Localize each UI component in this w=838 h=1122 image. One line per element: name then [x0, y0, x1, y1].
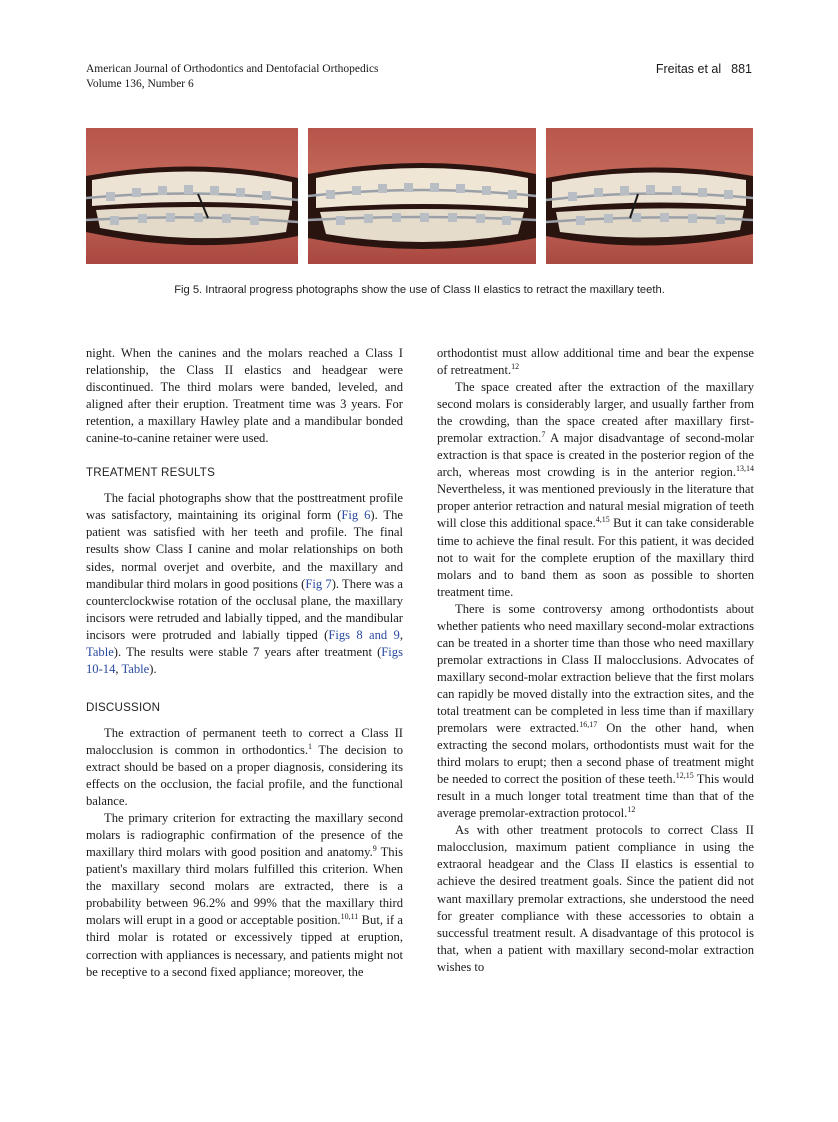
citation: 4,15 [595, 515, 610, 525]
volume-number: Volume 136, Number 6 [86, 78, 194, 90]
paragraph: The extraction of permanent teeth to correct a Class II malocclusion is common in orthodontics.$^1$ The decision to extract should be based on a proper diagnosis, considering its effects on the occlusion, the facial profile, and the functional balance. [86, 725, 403, 809]
citation: 13,14 [736, 464, 754, 474]
citation: 10,11 [340, 912, 359, 922]
journal-title: American Journal of Orthodontics and Dentofacial Orthopedics [86, 63, 379, 75]
left-column [86, 345, 403, 981]
paragraph: night. When the canines and the molars reached a Class I relationship, the Class II elastics and headgear were discontinued. The third molars were banded, leveled, and aligned after their eruption. Treatment time was 3 years. For retention, a maxillary Hawley plate and a mandibular bonded canine-to-canine retainer were used. [86, 346, 403, 446]
citation: 7 [541, 430, 546, 440]
intraoral-photo-frontal [308, 128, 536, 264]
figure-link-fig7[interactable]: Fig 7 [305, 576, 332, 591]
figure-5-photographs [86, 128, 753, 264]
author-names: Freitas et al [655, 62, 722, 76]
figure-link-fig6[interactable]: Fig 6 [341, 508, 371, 523]
section-heading-discussion: DISCUSSION [86, 700, 161, 714]
citation: 1 [308, 741, 313, 751]
paragraph: The primary criterion for extracting the maxillary second molars is radiographic confirmation of the presence of the maxillary third molars with good position and anatomy.$^9$ This patient's maxillary third molars fulfilled this criterion. When the maxillary second molars are extracted, there is a probability between 96.2% and 99% that the maxillary third molars will erupt in a good or acceptable position.$^{10,11}$ But, if a third molar is rotated or excessively tipped at eruption, correction with appliances is necessary, and patients might not be receptive to a second fixed appliance; moreover, the [86, 811, 404, 979]
intraoral-photo-right [86, 128, 298, 264]
figure-caption: Fig 5. Intraoral progress photographs show the use of Class II elastics to retract the maxillary teeth. [174, 284, 665, 296]
citation: 12 [511, 361, 520, 371]
citation: 9 [372, 844, 377, 854]
page-number: 881 [731, 62, 752, 76]
paragraph: orthodontist must allow additional time and bear the expense of retreatment.$^{12}$ [437, 346, 754, 378]
paragraph: As with other treatment protocols to correct Class II malocclusion, maximum patient compliance in using the extraoral headgear and the Class II elastics is essential to achieve the desired treatment goals. Since the patient did not want maxillary premolar extractions, she understood the need for greater compliance with these accessories to obtain a successful treatment result. A disadvantage of this protocol is that, when a patient with maxillary second-molar extraction wishes to [437, 823, 754, 974]
paragraph: The space created after the extraction of the maxillary second molars is considerably larger, and usually farther from the crowding, than the space created after maxillary first-premolar extraction.$^7$ A major disadvantage of second-molar extraction is that space is created in the posterior region of the arch, whereas most crowding is in the anterior region.$^{13,14}$ Nevertheless, it was mentioned previously in the literature that proper anterior retraction and natural mesial migration of teeth will close this additional space.$^{4,15}$ But it can take considerable time to achieve the final result. For this patient, it was decided not to wait for the complete eruption of the maxillary third molars and to band them as soon as possible to shorten treatment time. [437, 380, 754, 599]
section-heading-treatment-results: TREATMENT RESULTS [86, 466, 216, 480]
figure-link-figs8-9[interactable]: Figs 8 and 9 [328, 627, 400, 642]
citation: 12 [627, 805, 636, 815]
paragraph-results: The facial photographs show that the posttreatment profile was satisfactory, maintaining its original form (Fig 6). The patient was satisfied with her teeth and profile. The final results show Class I canine and molar relationships on both sides, normal overjet and overbite, and the maxillary and mandibular third molars in good positions (Fig 7). There was a counterclockwise rotation of the occlusal plane, the maxillary incisors were retruded and labially tipped, and the mandibular incisors were protruded and labially tipped (Figs 8 and 9, Table). The results were stable 7 years after treatment (Figs 10-14, Table). [86, 491, 404, 676]
citation: 16,17 [579, 719, 598, 729]
paragraph: There is some controversy among orthodontists about whether patients who need maxillary second-molar extractions can be treated in a shorter time than those who need maxillary premolar extractions in Class II malocclusions. Advocates of maxillary second-molar extraction believe that the first molars can rapidly be moved distally into the extraction sites, and the total treatment can be completed in less time than if maxillary premolars were extracted.$^{16,17}$ On the other hand, when extracting the second molars, orthodontists must wait for the third molars to erupt; then a second phase of treatment might be needed to correct the position of these teeth.$^{12,15}$ This would result in a much longer total treatment time than that of the average premolar-extraction protocol.$^{12}$ [437, 601, 754, 821]
intraoral-photo-left [546, 128, 753, 264]
running-header-left [86, 62, 379, 92]
right-column [437, 345, 754, 976]
table-link[interactable]: Table [121, 661, 150, 676]
citation: 12,15 [675, 770, 694, 780]
running-header-right [656, 62, 752, 76]
table-link[interactable]: Table [86, 644, 114, 659]
figure-link-figs10-14[interactable]: Figs 10-14 [86, 644, 403, 676]
